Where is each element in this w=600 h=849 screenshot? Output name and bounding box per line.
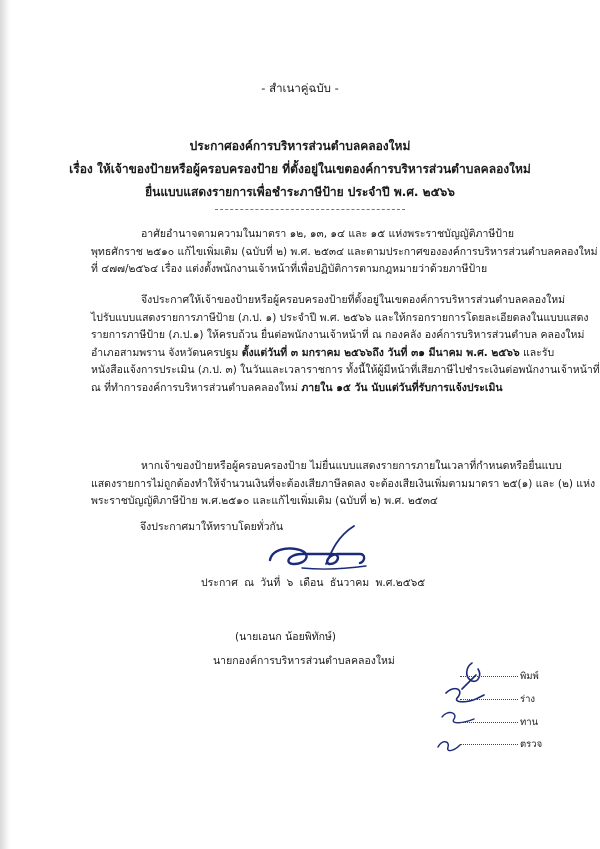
initials-label: ร่าง: [520, 694, 536, 705]
paragraph-line: [91, 380, 571, 398]
announcement-subject: เรื่อง ให้เจ้าของป้ายหรือผู้ครอบครองป้าย ที่ตั้งอยู่ในเขตองค์การบริหารส่วนตำบลคลองใหม่: [69, 162, 531, 176]
text-segment: อำเภอสามพราน จังหวัดนครปฐม: [91, 346, 242, 359]
announcement-date: ประกาศ ณ วันที่ ๖ เดือน ธันวาคม พ.ศ.๒๕๖๕: [201, 577, 426, 589]
initials-row-checked: [460, 715, 538, 730]
text-segment: และรับ: [519, 346, 555, 359]
paragraph-authority: [91, 226, 598, 279]
paragraph-penalty: [91, 458, 596, 511]
paragraph-line: [91, 345, 571, 363]
paragraph-line: ไปรับแบบแสดงรายการภาษีป้าย (ภ.ป. ๑) ประจำปี พ.ศ. ๒๕๖๖ และให้กรอกรายการโดยละเอียดลงในแบบแสดง: [91, 311, 589, 324]
initials-label: ตรวจ: [520, 739, 543, 750]
title-divider: [215, 209, 405, 210]
paragraph-line: แสดงรายการไม่ถูกต้องทำให้จำนวนเงินที่จะต้องเสียภาษีลดลง จะต้องเสียเงินเพิ่มตามมาตรา ๒๕(๑) และ (๒) แห่ง: [91, 477, 596, 490]
paragraph-line: พุทธศักราช ๒๕๑๐ แก้ไขเพิ่มเติม (ฉบับที่ ๒) พ.ศ. ๒๕๓๔ และตามประกาศขององค์การบริหารส่วนตำบลคลองใหม่: [91, 245, 598, 258]
copy-mark: - สำเนาคู่ฉบับ -: [261, 81, 339, 95]
initials-dotted-line: [460, 699, 518, 700]
handwritten-signature: [262, 520, 382, 575]
initials-dotted-line: [460, 722, 518, 723]
announcement-subject-line2: ยื่นแบบแสดงรายการเพื่อชำระภาษีป้าย ประจำปี พ.ศ. ๒๕๖๖: [145, 185, 455, 199]
initials-row-typed: [460, 669, 539, 684]
paragraph-line: พระราชบัญญัติภาษีป้าย พ.ศ.๒๕๑๐ และแก้ไขเพิ่มเติม (ฉบับที่ ๒) พ.ศ. ๒๕๓๔: [91, 495, 438, 507]
paragraph-line: รายการภาษีป้าย (ภ.ป.๑) ให้ครบถ้วน ยื่นต่อพนักงานเจ้าหน้าที่ ณ กองคลัง องค์การบริหารส่วนตำบล คลองใหม่: [91, 329, 585, 341]
closing-statement: จึงประกาศมาให้ทราบโดยทั่วกัน: [140, 521, 284, 533]
text-segment: ณ ที่ทำการองค์การบริหารส่วนตำบลคลองใหม่: [91, 381, 302, 394]
paragraph-instructions: [91, 292, 600, 397]
paragraph-line: ที่ ๔๗๗/๒๕๖๔ เรื่อง แต่งตั้งพนักงานเจ้าหน้าที่เพื่อปฏิบัติการตามกฎหมายว่าด้วยภาษีป้าย: [91, 263, 488, 275]
announcement-title: ประกาศองค์การบริหารส่วนตำบลคลองใหม่: [189, 139, 411, 153]
filing-period: ตั้งแต่วันที่ ๓ มกราคม ๒๕๖๖ถึง วันที่ ๓๑ มีนาคม พ.ศ. ๒๕๖๖: [241, 346, 520, 359]
initials-row-verified: [460, 737, 542, 752]
signatory-position: นายกองค์การบริหารส่วนตำบลคลองใหม่: [213, 655, 395, 667]
paragraph-line: จึงประกาศให้เจ้าของป้ายหรือผู้ครอบครองป้ายที่ตั้งอยู่ในเขตองค์การบริหารส่วนตำบลคลองใหม่: [141, 294, 566, 306]
initials-row-drafted: [460, 692, 535, 707]
signatory-name: (นายเอนก น้อยพิทักษ์): [235, 631, 336, 643]
scan-edge-shadow: [0, 0, 10, 849]
initials-label: ทาน: [520, 717, 539, 728]
initials-label: พิมพ์: [520, 671, 539, 682]
paragraph-line: หากเจ้าของป้ายหรือผู้ครอบครองป้าย ไม่ยื่นแบบแสดงรายการภายในเวลาที่กำหนดหรือยื่นแบบ: [141, 460, 562, 472]
paragraph-line: อาศัยอำนาจตามความในมาตรา ๑๒, ๑๓, ๑๔ และ ๑๕ แห่งพระราชบัญญัติภาษีป้าย: [141, 228, 515, 240]
initials-dotted-line: [460, 744, 518, 745]
paragraph-line: หนังสือแจ้งการประเมิน (ภ.ป. ๓) ในวันและเวลาราชการ ทั้งนี้ให้ผู้มีหน้าที่เสียภาษีไปชำระเงินต่อพนักงานเจ้าหน้าที่: [91, 364, 600, 376]
payment-deadline: ภายใน ๑๕ วัน นับแต่วันที่รับการแจ้งประเมิน: [301, 381, 503, 394]
approval-initials-block: [432, 655, 562, 795]
initials-dotted-line: [460, 676, 518, 677]
